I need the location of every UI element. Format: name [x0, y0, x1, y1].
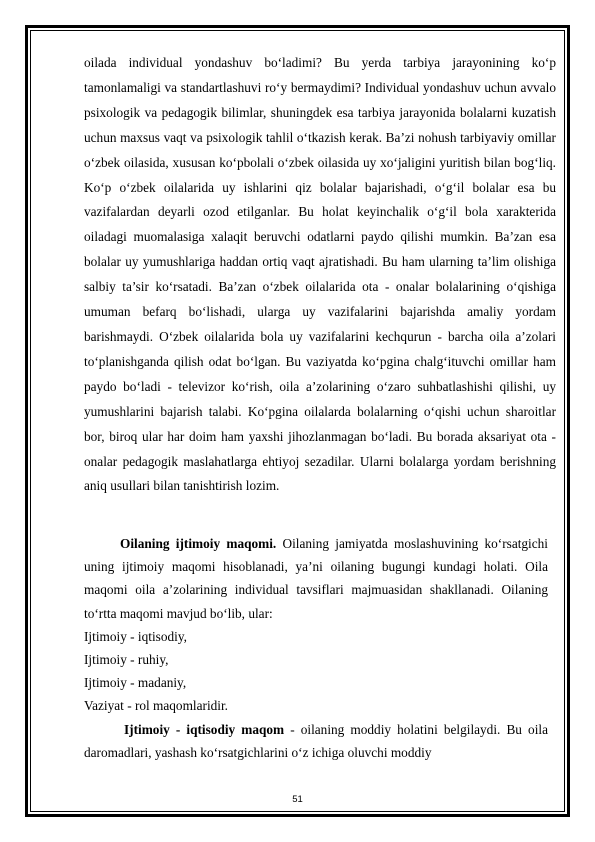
status-list-item: Ijtimoiy - iqtisodiy,: [84, 628, 187, 644]
section-paragraph: [84, 532, 548, 625]
status-list-item: Vaziyat - rol maqomlaridir.: [84, 698, 229, 714]
main-text-block: [84, 51, 556, 499]
family-status-section: [84, 532, 548, 764]
page-number: 51: [292, 794, 303, 805]
subsection-heading: Ijtimoiy - iqtisodiy maqom: [124, 721, 285, 737]
status-list-item: Ijtimoiy - madaniy,: [84, 675, 187, 691]
subsection-paragraph: [84, 718, 548, 764]
body-paragraph: oilada individual yondashuv bo‘ladimi? Bu yerda tarbiya jarayonining ko‘p tamonlamaligi va standartlashuvi ro‘y bermaydimi? Individual yondashuv uchun avvalo psixologik va pedagogik bilimlar, shuningdek esa tarbiya jarayonida bolalarni kuzatish uchun maxsus vaqt va psixologik tahlil o‘tkazish kerak. Ba’zi nohush tarbiyaviy omillar o‘zbek oilasida, xususan ko‘pbolali o‘zbek oilasida uy xo‘jaligini yuritish bilan bog‘liq. Ko‘p o‘zbek oilalarida uy ishlarini qiz bolalar bajarishadi, o‘g‘il bolalar esa bu vazifalardan deyarli ozod etilganlar. Bu holat keyinchalik o‘g‘il bola xarakterida oiladagi muomalasiga xalaqit beruvchi odatlarni paydo qilishi mumkin. Ba’zan esa bolalar uy yumushlariga haddan ortiq vaqt ajratishadi. Bu ham ularning ta’lim olishiga salbiy ta’sir ko‘rsatadi. Ba’zan o‘zbek oilalarida ota - onalar bolalarining o‘qishiga umuman befarq bo‘lishadi, ularga uy vazifalarini bajarishda amaliy yordam barishmaydi. O‘zbek oilalarida bola uy vazifalarini kechqurun - barcha oila a’zolari to‘planishganda qilish odat bo‘lgan. Bu vaziyatda ko‘pgina chalg‘ituvchi omillar ham paydo bo‘ladi - televizor ko‘rish, oila a’zolarining o‘zaro suhbatlashishi qilishi, uy yumushlarini bajarish talabi. Ko‘pgina oilalarda bolalarning o‘qishi uchun sharoitlar bor, biroq ular har doim ham yaxshi jihozlanmagan bo‘ladi. Bu borada aksariyat ota - onalar pedagogik maslahatlarga ehtiyoj sezadilar. Ularni bolalarga yordam berishning aniq usullari bilan tanishtirish lozim.: [84, 55, 556, 494]
section-heading: Oilaning ijtimoiy maqomi.: [120, 536, 277, 551]
subsection-text: - oilaning moddiy holatini belgilaydi. Bu oila daromadlari, yashash ko‘rsatgichlarini o‘z ichiga oluvchi moddiy: [84, 721, 548, 760]
section-text: Oilaning jamiyatda moslashuvining ko‘rsatgichi uning ijtimoiy maqomi hisoblanadi, ya’ni oilaning bugungi kundagi holati. Oila maqomi oila a’zolarining individual tavsiflari majmuasidan shakllanadi. Oilaning to‘rtta maqomi mavjud bo‘lib, ular:: [84, 536, 548, 621]
status-list-item: Ijtimoiy - ruhiy,: [84, 652, 169, 668]
